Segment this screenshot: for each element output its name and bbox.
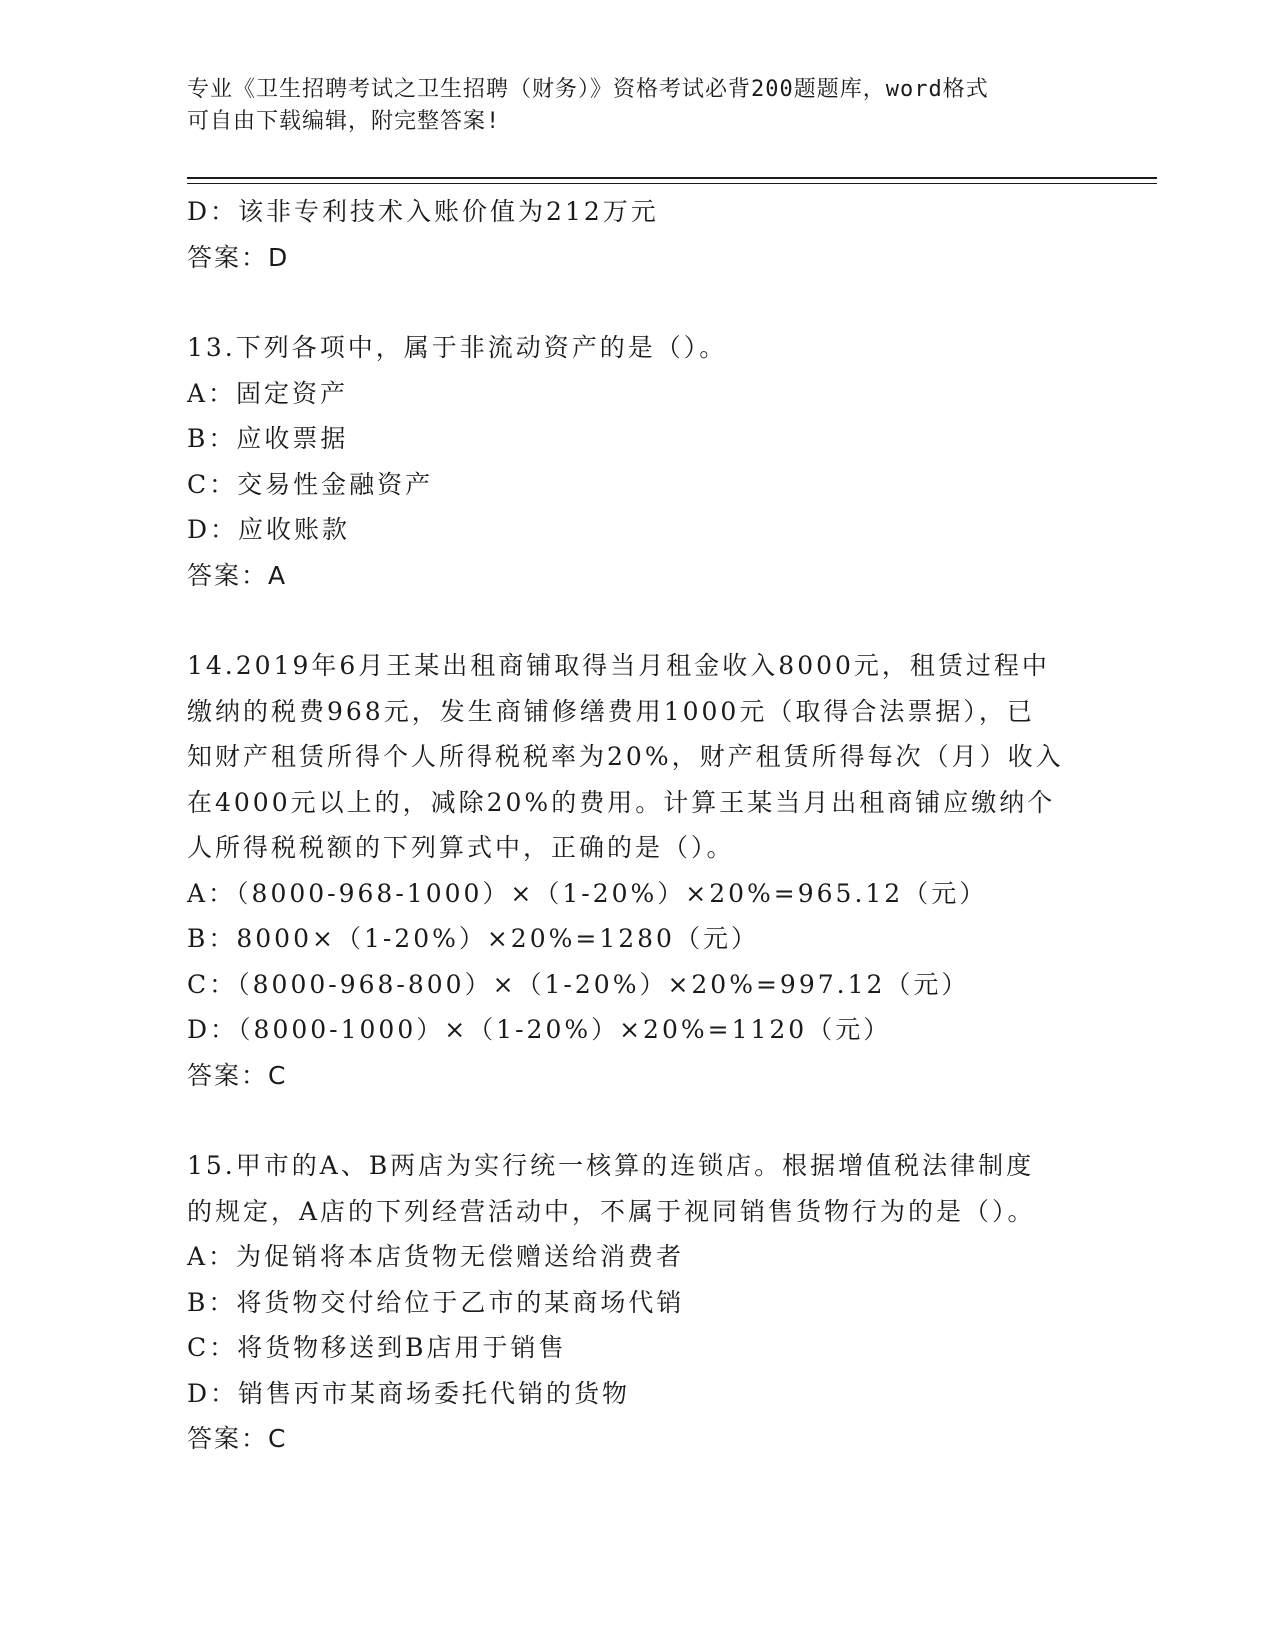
option-b: B：应收票据 [187,424,349,453]
option-b: B：8000×（1-20%）×20%=1280（元） [187,924,759,953]
question-stem: 在4000元以上的，减除20%的费用。计算王某当月出租商铺应缴纳个 [187,787,1056,817]
question-13 [187,325,1087,598]
option-d: D：该非专利技术入账价值为212万元 [187,197,659,226]
option-c: C：交易性金融资产 [187,469,434,499]
answer-line: 答案：D [187,242,290,272]
page-header [187,74,1067,138]
header-divider [187,177,1157,179]
answer-line: 答案：A [187,560,288,590]
option-b: B：将货物交付给位于乙市的某商场代销 [187,1287,685,1317]
question-stem: 13.下列各项中，属于非流动资产的是（）。 [187,333,728,362]
option-d: D：（8000-1000）×（1-20%）×20%=1120（元） [187,1015,892,1044]
option-a: A：固定资产 [187,378,349,408]
header-divider-thin [187,183,1157,184]
question-14 [187,643,1087,1098]
option-c: C：（8000-968-800）×（1-20%）×20%=997.12（元） [187,969,970,999]
option-a: A：为促销将本店货物无偿赠送给消费者 [187,1242,685,1271]
header-line: 可自由下载编辑，附完整答案! [187,109,501,134]
question-15 [187,1143,1087,1462]
question-12-tail [187,189,1087,280]
question-stem: 的规定，A店的下列经营活动中，不属于视同销售货物行为的是（）。 [187,1196,1036,1226]
question-list [187,189,1087,1462]
answer-line: 答案：C [187,1424,288,1453]
option-c: C：将货物移送到B店用于销售 [187,1333,567,1362]
header-line: 专业《卫生招聘考试之卫生招聘（财务）》资格考试必背200题题库，word格式 [187,77,989,102]
question-stem: 15.甲市的A、B两店为实行统一核算的连锁店。根据增值税法律制度 [187,1151,1035,1180]
question-stem: 缴纳的税费968元，发生商铺修缮费用1000元（取得合法票据），已 [187,696,1035,726]
question-stem: 知财产租赁所得个人所得税税率为20%，财产租赁所得每次（月）收入 [187,742,1064,771]
option-d: D：应收账款 [187,515,351,544]
option-d: D：销售丙市某商场委托代销的货物 [187,1378,631,1408]
question-stem: 14.2019年6月王某出租商铺取得当月租金收入8000元，租赁过程中 [187,651,1050,680]
option-a: A：（8000-968-1000）×（1-20%）×20%=965.12（元） [187,878,988,908]
question-stem: 人所得税税额的下列算式中，正确的是（）。 [187,833,735,862]
answer-line: 答案：C [187,1060,288,1090]
